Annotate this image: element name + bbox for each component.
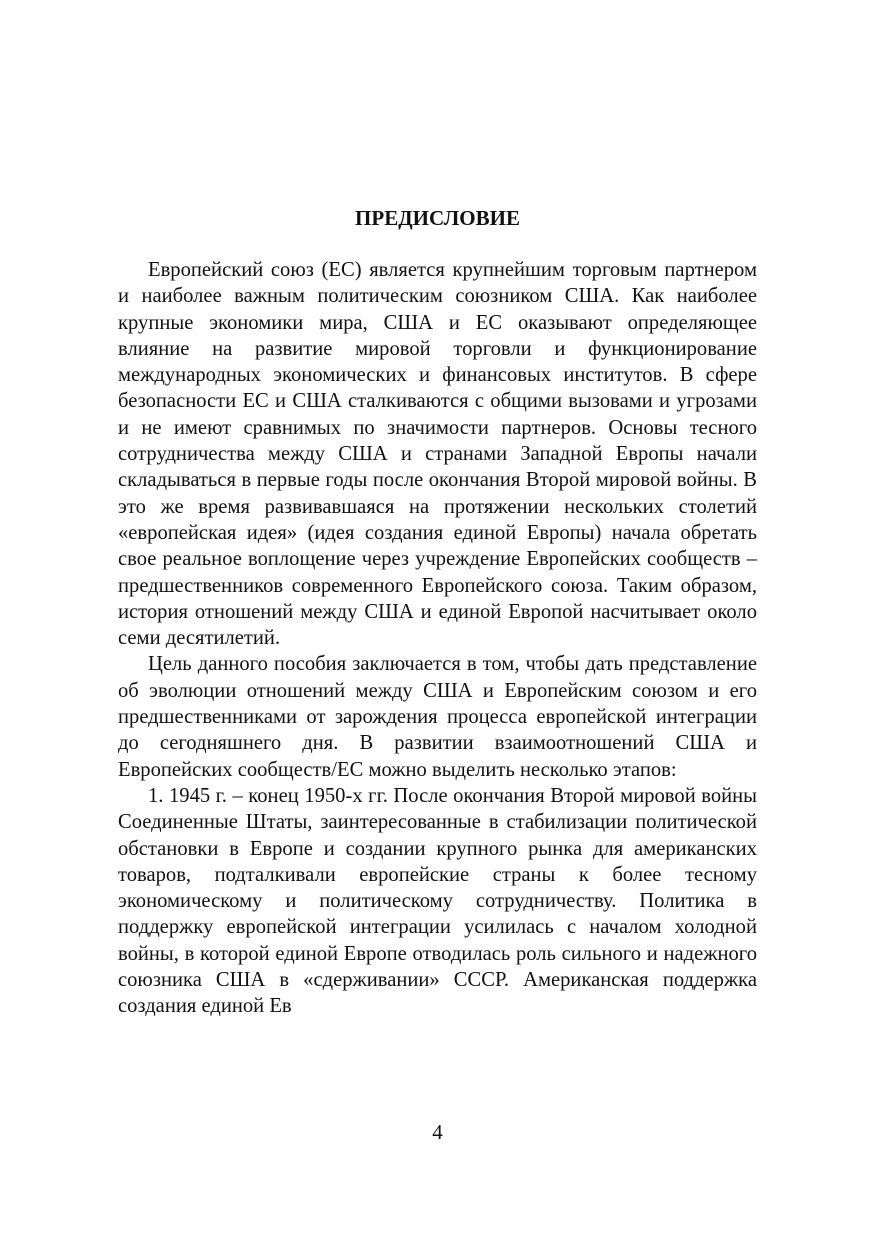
page-number: 4 [432, 1120, 443, 1144]
page-heading: ПРЕДИСЛОВИЕ [355, 206, 520, 230]
book-page [118, 0, 757, 1240]
body-text [118, 257, 757, 1020]
paragraph-stage-1: 1. 1945 г. – конец 1950-х гг. После окончания Второй мировой войны Соединенные Штаты, заинтересованные в стабилизации политической обстановки в Европе и создании крупного рынка для американских товаров, подталкивали европейские страны к более тесному экономическому и политическому сотрудничеству. Политика в поддержку европейской интеграции усилилась с началом холодной войны, в которой единой Европе отводилась роль сильного и надежного союзника США в «сдерживании» СССР. Американская поддержка создания единой Ев [118, 784, 757, 1018]
paragraph-intro: Европейский союз (ЕС) является крупнейшим торговым партнером и наиболее важным политическим союзником США. Как наиболее крупные экономики мира, США и ЕС оказывают определяющее влияние на развитие мировой торговли и функционирование международных экономических и финансовых институтов. В сфере безопасности ЕС и США сталкиваются с общими вызовами и угрозами и не имеют сравнимых по значимости партнеров. Основы тесного сотрудничества между США и странами Западной Европы начали складываться в первые годы после окончания Второй мировой войны. В это же время развивавшаяся на протяжении нескольких столетий «европейская идея» (идея создания единой Европы) начала обретать свое реальное воплощение через учреждение Европейских сообществ – предшественников современного Европейского союза. Таким образом, история отношений между США и единой Европой насчитывает около семи десятилетий. [118, 259, 757, 650]
paragraph-purpose: Цель данного пособия заключается в том, чтобы дать представление об эволюции отношений между США и Европейским союзом и его предшественниками от зарождения процесса европейской интеграции до сегодняшнего дня. В развитии взаимоотношений США и Европейских сообществ/ЕС можно выделить несколько этапов: [118, 653, 757, 781]
